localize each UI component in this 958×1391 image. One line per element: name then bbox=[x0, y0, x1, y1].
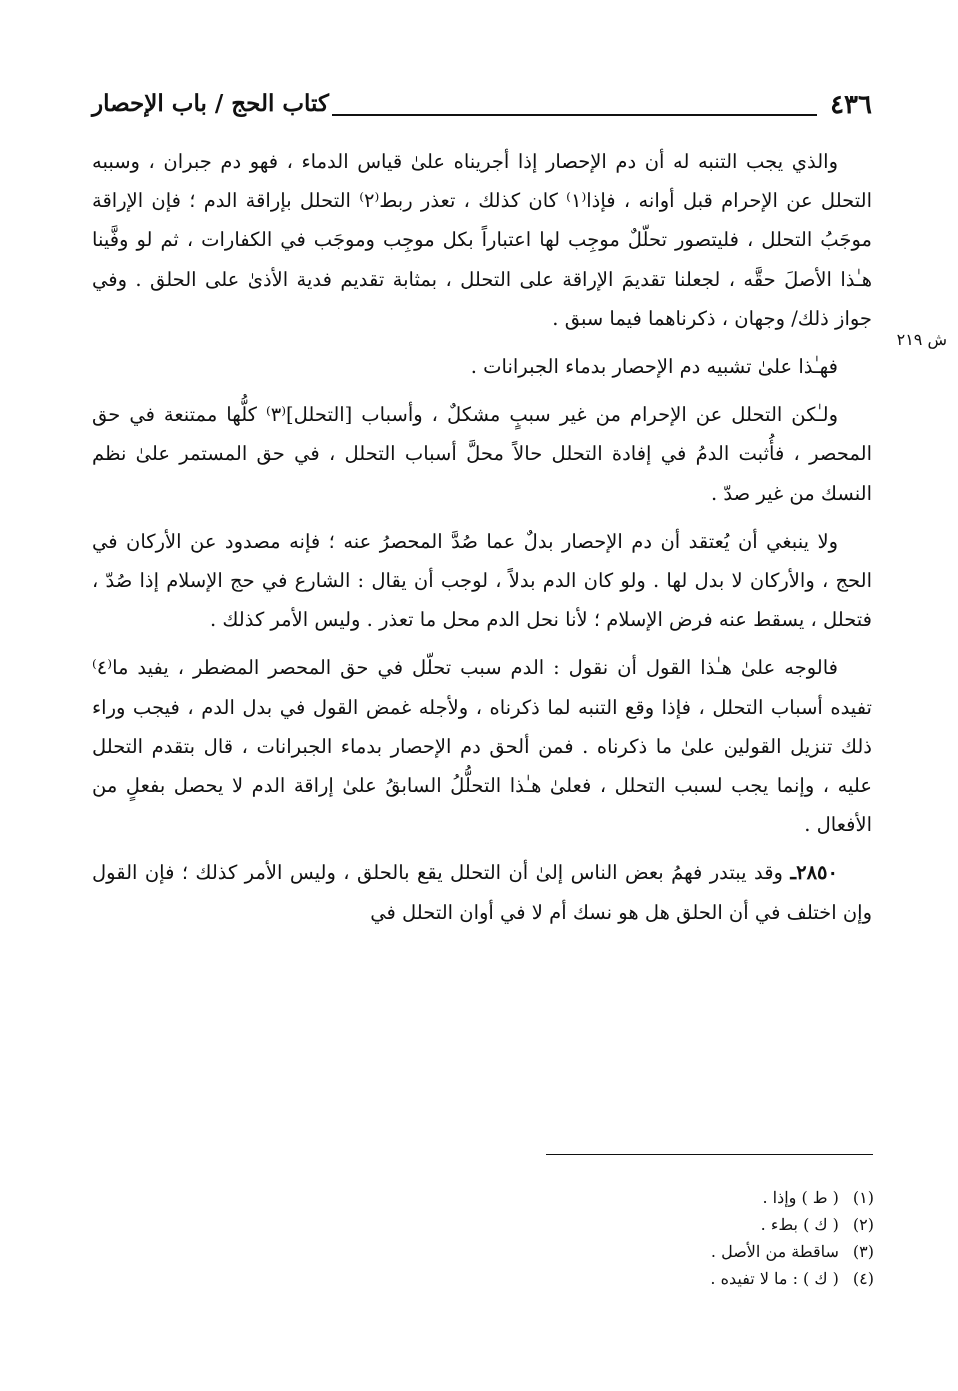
margin-folio-note: ش ٢١٩ bbox=[896, 330, 947, 349]
footnote bbox=[500, 1238, 874, 1265]
footnote-separator bbox=[546, 1154, 873, 1155]
footnotes bbox=[500, 1184, 874, 1292]
header-rule bbox=[332, 114, 817, 116]
paragraph: والذي يجب التنبه له أن دم الإحصار إذا أجريناه علىٰ قياس الدماء ، فهو دم جبران ، وسببه التحلل عن الإحرام قبل أوانه ، فإذا⁽١⁾ كان كذلك ، تعذر ربط⁽٢⁾ التحلل بإراقة الدم ؛ فإن الإراقة موجَبُ التحلل ، فليتصور تحلّلٌ موجِب لها اعتباراً بكل موجِب وموجَب في الكفارات ، ثم لو وفَّينا هـٰذا الأصلَ حقَّه ، لجعلنا تقديمَ الإراقة على التحلل ، بمثابة تقديم فدية الأذىٰ على الحلق . وفي جواز ذلك/ وجهان ، ذكرناهما فيما سبق . bbox=[92, 150, 872, 330]
paragraph: ولا ينبغي أن يُعتقد أن دم الإحصار بدلٌ عما صُدَّ المحصرُ عنه ؛ فإنه مصدود عن الأركان في الحج ، والأركان لا بدل لها . ولو كان الدم بدلاً ، لوجب أن يقال : الشارع في حج الإسلام إذا صُدّ ، فتحلل ، يسقط عنه فرض الإسلام ؛ لأنا نحل الدم محل ما تعذر . وليس الأمر كذلك . bbox=[92, 529, 872, 632]
footnote bbox=[500, 1265, 874, 1292]
page-number: ٤٣٦ bbox=[830, 90, 872, 120]
paragraph: فالوجه علىٰ هـٰذا القول أن نقول : الدم سبب تحلّل في حق المحصر المضطر ، يفيد ما⁽٤⁾ تفيده أسباب التحلل ، فإذا وقع التنبه لما ذكرناه ، ولأجله غمض القول في بدل الدم ، فيجب وراء ذلك تنزيل القولين علىٰ ما ذكرناه . فمن ألحق دم الإحصار بدماء الجبرانات ، قال بتقدم التحلل عليه ، وإنما يجب لسبب التحلل ، فعلىٰ هـٰذا التحلُّلُ السابقُ علىٰ إراقة الدم لا يحصل بفعلٍ من الأفعال . bbox=[92, 656, 872, 837]
footnote-text: ( ك ) : ما لا تفيده . bbox=[710, 1269, 839, 1288]
footnote-number: (٤) bbox=[852, 1269, 874, 1288]
footnote-number: (١) bbox=[852, 1188, 874, 1207]
paragraph: ولـٰكن التحلل عن الإحرام من غير سببٍ مشكلٌ ، وأسباب [التحلل]⁽٣⁾ كلُّها ممتنعة في حق المحصر ، فأُثبت الدمُ في إفادة التحلل حالاً محلَّ أسباب التحلل ، في حق المستمر علىٰ نظم النسك من غير صدّ . bbox=[92, 403, 872, 505]
footnote-text: ( ط ) وإذا . bbox=[762, 1188, 839, 1207]
footnote-text: ساقطة من الأصل . bbox=[710, 1242, 839, 1261]
footnote-number: (٣) bbox=[852, 1242, 874, 1261]
footnote-number: (٢) bbox=[852, 1215, 874, 1234]
paragraph-number: ٢٨٥٠ـ bbox=[790, 861, 838, 885]
footnote bbox=[500, 1184, 874, 1211]
paragraph: فهـٰذا علىٰ تشبيه دم الإحصار بدماء الجبرانات . bbox=[470, 355, 838, 379]
main-text bbox=[92, 142, 872, 932]
paragraph-text: وقد يبتدر فهمُ بعض الناس إلىٰ أن التحلل يقع بالحلق ، وليس الأمر كذلك ؛ فإن القول وإن اختلف في أن الحلق هل هو نسك أم لا في أوان التحلل في bbox=[92, 861, 872, 924]
footnote-text: ( ك ) بطء . bbox=[760, 1215, 839, 1234]
footnote bbox=[500, 1211, 874, 1238]
page-header bbox=[92, 90, 872, 130]
page-title: كتاب الحج / باب الإحصار bbox=[92, 90, 329, 117]
numbered-paragraph bbox=[92, 853, 872, 931]
